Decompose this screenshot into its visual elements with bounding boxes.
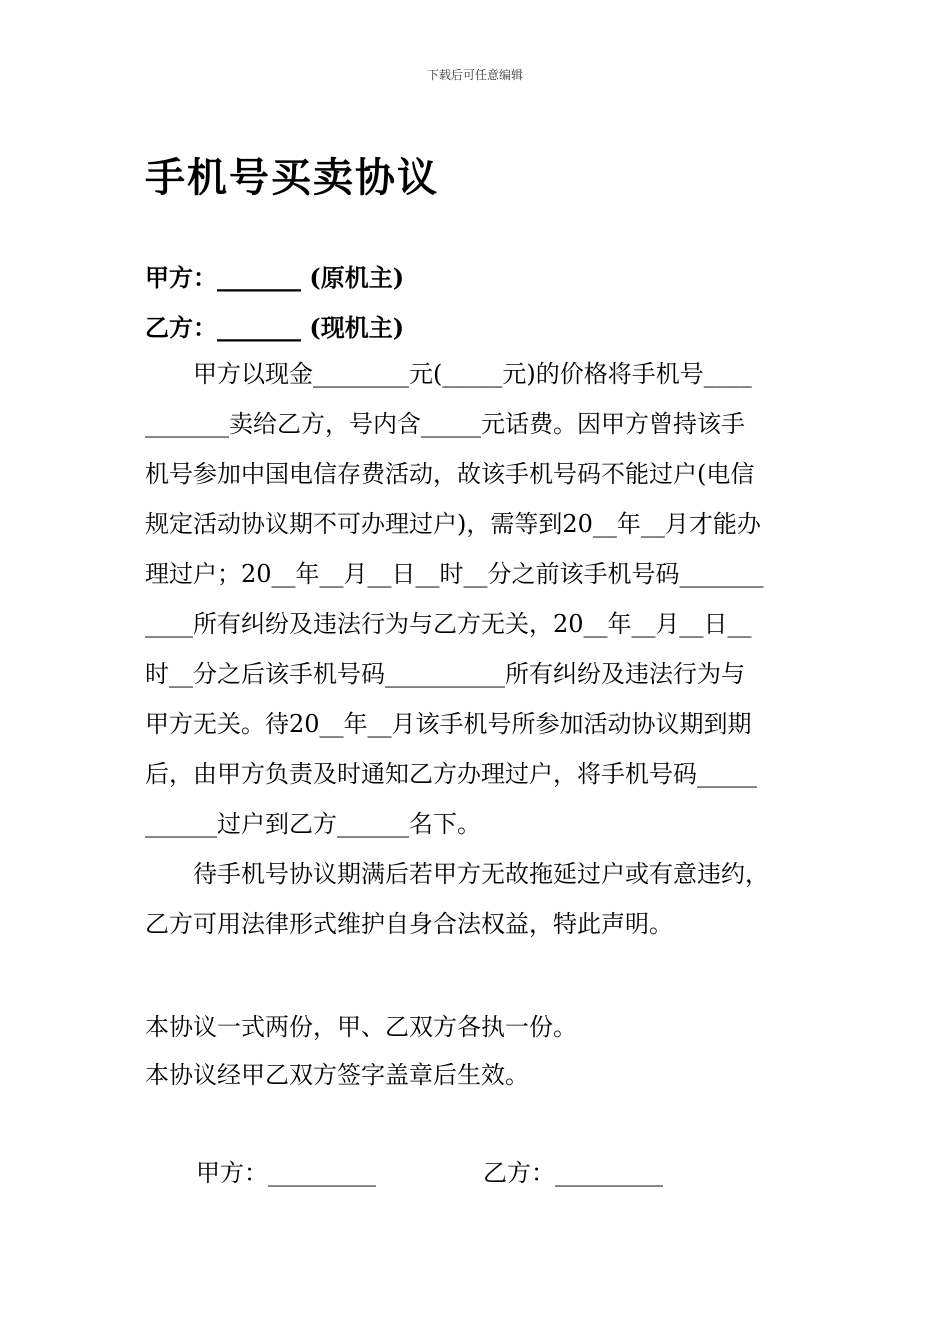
paragraph-line: 甲方以现金________元(_____元)的价格将手机号____ xyxy=(145,360,752,388)
paragraph-line: 后，由甲方负责及时通知乙方办理过户，将手机号码_____ xyxy=(145,760,757,788)
paragraph-line: 机号参加中国电信存费活动，故该手机号码不能过户(电信 xyxy=(145,460,755,488)
header-note: 下载后可任意编辑 xyxy=(426,68,523,82)
clause-effect: 本协议经甲乙双方签字盖章后生效。 xyxy=(145,1061,529,1089)
paragraph-line: _______卖给乙方，号内含_____元话费。因甲方曾持该手 xyxy=(145,410,745,438)
signature-party-a: 甲方：_________ xyxy=(196,1159,376,1187)
paragraph-line: 甲方无关。待20__年__月该手机号所参加活动协议期到期 xyxy=(145,710,752,738)
agreement-paragraph-1 xyxy=(145,356,815,856)
paragraph-line: 理过户；20__年__月__日__时__分之前该手机号码_______ xyxy=(145,560,764,588)
party-a-line: 甲方：_______ (原机主) xyxy=(145,263,405,292)
paragraph-line: ____所有纠纷及违法行为与乙方无关，20__年__月__日__ xyxy=(145,610,752,638)
signature-party-b: 乙方：_________ xyxy=(483,1159,663,1187)
paragraph-line: ______过户到乙方______名下。 xyxy=(145,810,481,838)
clause-copies: 本协议一式两份，甲、乙双方各执一份。 xyxy=(145,1013,577,1041)
party-b-line: 乙方：_______ (现机主) xyxy=(145,313,405,342)
agreement-paragraph-2 xyxy=(145,856,815,956)
document-title: 手机号买卖协议 xyxy=(145,154,439,201)
paragraph-line: 待手机号协议期满后若甲方无故拖延过户或有意违约， xyxy=(145,860,769,888)
paragraph-line: 时__分之后该手机号码__________所有纠纷及违法行为与 xyxy=(145,660,745,688)
paragraph-line: 规定活动协议期不可办理过户)，需等到20__年__月才能办 xyxy=(145,510,761,538)
paragraph-line: 乙方可用法律形式维护自身合法权益，特此声明。 xyxy=(145,910,673,938)
